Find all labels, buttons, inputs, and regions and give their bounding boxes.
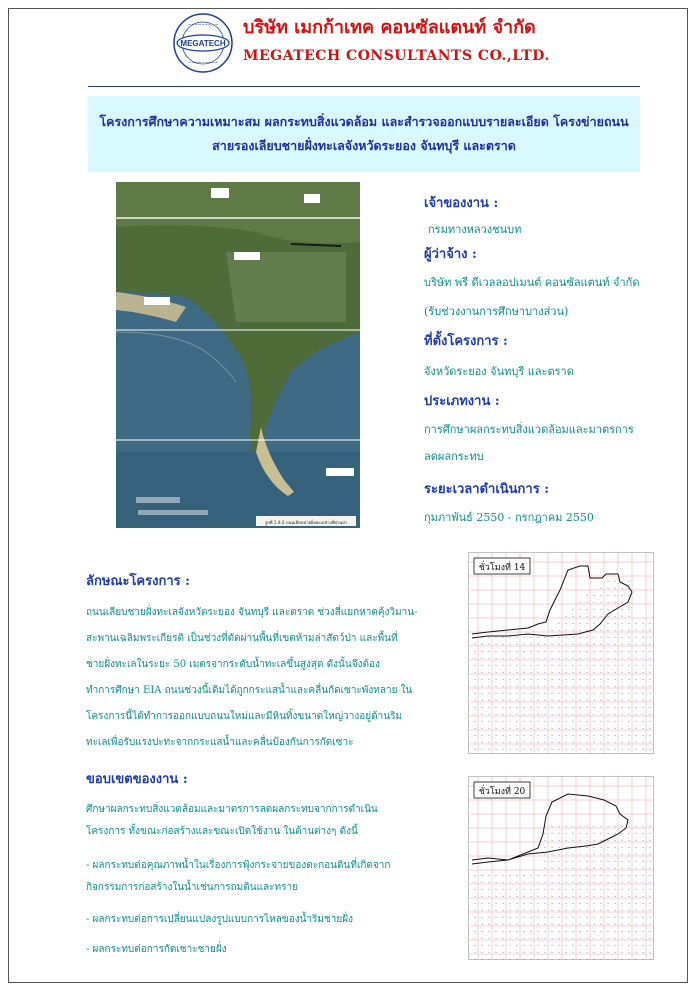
hour-label-text: ชั่วโมงที่ 20 xyxy=(478,787,526,797)
location-value: จังหวัดระยอง จันทบุรี และตราด xyxy=(424,365,574,378)
project-title-line1: โครงการศึกษาความเหมาะสม ผลกระทบสิ่งแวดล้อม และสำรวจออกแบบรายละเอียด โครงข่ายถนน xyxy=(99,114,629,129)
project-title-box xyxy=(88,96,640,172)
owner-value: กรมทางหลวงชนบท xyxy=(428,223,522,236)
scope-intro-line: ศึกษาผลกระทบสิ่งแวดล้อมและมาตรการลดผลกระทบจากการดำเนิน xyxy=(86,804,378,815)
period-value: กุมภาพันธ์ 2550 - กรกฎาคม 2550 xyxy=(424,511,594,524)
scope-item-line: กิจกรรมการก่อสร้างในน้ำเช่นการถมดินและทราย xyxy=(86,882,298,893)
photo-caption: รูปที่ 1.4-2 ถนนเลียบชายฝั่งทะเลช่วงที่ผ่านป่า xyxy=(264,520,348,525)
project-title-line2: สายรองเลียบชายฝั่งทะเลจังหวัดระยอง จันทบุรี และตราด xyxy=(212,138,516,153)
location-label: ที่ตั้งโครงการ : xyxy=(424,334,508,349)
scope-item-line: - ผลกระทบต่อคุณภาพน้ำในเรื่องการฟุ้งกระจายของตะกอนดินที่เกิดจาก xyxy=(86,860,391,871)
characteristics-heading: ลักษณะโครงการ : xyxy=(86,574,190,589)
work-type-label: ประเภทงาน : xyxy=(424,394,500,409)
characteristics-line: ทะเลเพื่อรับแรงปะทะจากกระแสน้ำและคลื่นป้องกันการกัดเซาะ xyxy=(86,737,354,748)
characteristics-line: ชายฝั่งทะเลในระยะ 50 เมตรจากระดับน้ำทะเลขึ้นสูงสุด ดังนั้นจึงต้อง xyxy=(86,659,380,670)
work-type-value-line1: การศึกษาผลกระทบสิ่งแวดล้อมและมาตรการ xyxy=(424,423,634,436)
characteristics-line: ถนนเลียบชายฝั่งทะเลจังหวัดระยอง จันทบุรี และตราด ช่วงสี่แยกหาดคุ้งวิมาน- xyxy=(86,607,418,618)
scope-heading: ขอบเขตของงาน : xyxy=(86,772,188,787)
aerial-photo xyxy=(116,182,360,528)
company-name-english: MEGATECH CONSULTANTS CO.,LTD. xyxy=(243,48,550,64)
characteristics-line: ทำการศึกษา EIA ถนนช่วงนี้เดิมได้ถูกกระแสน้ำและคลื่นกัดเซาะพังทลาย ใน xyxy=(86,685,413,696)
characteristics-line: สะพานเฉลิมพระเกียรติ เป็นช่วงที่ตัดผ่านพื้นที่เขตห้ามล่าสัตว์ป่า และพื้นที่ xyxy=(86,633,398,644)
scope-item-line: - ผลกระทบต่อการกัดเซาะชายฝั่ง xyxy=(86,944,227,955)
period-label: ระยะเวลาดำเนินการ : xyxy=(424,482,550,497)
scope-intro-line: โครงการ ทั้งขณะก่อสร้างและขณะเปิดใช้งาน ในด้านต่างๆ ดังนี้ xyxy=(86,826,358,837)
megatech-logo xyxy=(172,12,234,74)
employer-value-line1: บริษัท พรี ดีเวลลอปเมนต์ คอนซัลแตนท์ จำกัด xyxy=(424,276,640,289)
owner-label: เจ้าของงาน : xyxy=(424,196,499,211)
hour-label-text: ชั่วโมงที่ 14 xyxy=(478,563,526,573)
svg-text:~~~~~~~~~: ~~~~~~~~~ xyxy=(187,60,219,65)
logo-text: MEGATECH xyxy=(180,39,226,48)
svg-text:~~~~~~~~~: ~~~~~~~~~ xyxy=(187,22,219,27)
work-type-value-line2: ลดผลกระทบ xyxy=(424,450,484,463)
flow-diagram-hour-14 xyxy=(468,552,654,754)
scope-item-line: - ผลกระทบต่อการเปลี่ยนแปลงรูปแบบการไหลของน้ำริมชายฝั่ง xyxy=(86,914,354,925)
characteristics-line: โครงการนี้ได้ทำการออกแบบถนนใหม่และมีหินทิ้งขนาดใหญ่วางอยู่ด้านริม xyxy=(86,711,403,722)
company-name-thai: บริษัท เมกก้าเทค คอนซัลแตนท์ จำกัด xyxy=(243,17,536,38)
flow-diagram-hour-20 xyxy=(468,776,654,960)
employer-label: ผู้ว่าจ้าง : xyxy=(424,247,477,262)
employer-value-line2: (รับช่วงงานการศึกษาบางส่วน) xyxy=(424,305,569,318)
hour-label xyxy=(474,782,530,798)
header-divider xyxy=(88,86,640,87)
hour-label xyxy=(474,558,530,574)
